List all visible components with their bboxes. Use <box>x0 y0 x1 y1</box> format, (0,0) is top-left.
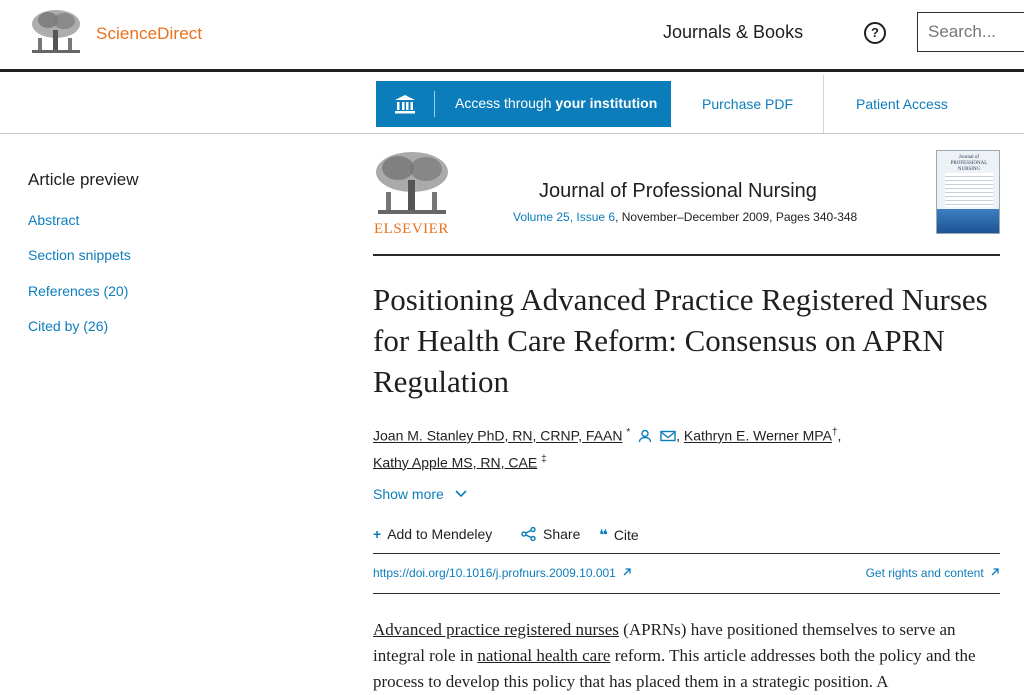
sidebar-item-cited-by[interactable]: Cited by (26) <box>28 318 109 334</box>
abstract-text: Advanced practice registered nurses (APRNs) have positioned themselves to serve an integral role in national health care reform. This article addresses both the policy and the process to develop this policy that has placed them in a strategic position. A <box>373 620 976 691</box>
share-button[interactable]: Share <box>521 526 580 542</box>
help-icon[interactable]: ? <box>864 22 886 44</box>
author-link[interactable]: Kathryn E. Werner MPA <box>683 427 832 444</box>
author-list: Joan M. Stanley PhD, RN, CRNP, FAAN * , Kathryn E. Werner MPA†, Kathy Apple MS, RN, CAE ‡ <box>373 427 842 471</box>
show-more-button[interactable] <box>373 486 468 502</box>
external-link-icon <box>622 567 632 577</box>
publisher-name: ELSEVIER <box>374 221 449 237</box>
sidebar-item-section-snippets[interactable]: Section snippets <box>28 247 131 263</box>
sidebar-item-abstract[interactable]: Abstract <box>28 212 80 228</box>
elsevier-tree-logo-icon[interactable] <box>28 8 84 56</box>
journal-meta: Volume 25, Issue 6, November–December 2009, Pages 340-348 <box>513 210 858 224</box>
divider <box>823 75 824 133</box>
institution-icon <box>394 93 416 115</box>
external-link-icon <box>990 567 1000 577</box>
author-footnote: † <box>831 427 838 438</box>
rights-link[interactable]: Get rights and content <box>866 566 1000 580</box>
cover-content <box>945 173 993 207</box>
patient-access-link[interactable]: Patient Access <box>856 96 948 112</box>
author-link[interactable]: Kathy Apple MS, RN, CAE <box>373 454 538 471</box>
brand-logo[interactable]: ScienceDirect <box>96 24 203 43</box>
article-title: Positioning Advanced Practice Registered Nurses for Health Care Reform: Consensus on APRN Regulation <box>373 282 988 399</box>
cite-button[interactable]: ❝ Cite <box>599 526 639 544</box>
sidebar-item-references[interactable]: References (20) <box>28 283 129 299</box>
site-header <box>0 0 1024 72</box>
journal-title[interactable]: Journal of Professional Nursing <box>539 180 817 202</box>
divider <box>373 254 1000 256</box>
author-footnote: ‡ <box>541 453 547 465</box>
topic-link[interactable]: national health care <box>477 646 611 665</box>
share-icon <box>521 527 537 541</box>
doi-link[interactable]: https://doi.org/10.1016/j.profnurs.2009.10.001 <box>373 566 632 580</box>
divider <box>373 593 1000 594</box>
journal-cover-image[interactable] <box>936 150 1000 234</box>
add-to-mendeley-button[interactable]: + Add to Mendeley <box>373 526 493 542</box>
topic-link[interactable]: Advanced practice registered nurses <box>373 620 619 639</box>
elsevier-logo-icon[interactable] <box>372 150 452 220</box>
person-icon[interactable] <box>638 429 652 443</box>
journals-books-link[interactable]: Journals & Books <box>663 22 804 42</box>
cover-title: Journal of PROFESSIONAL NURSING <box>950 155 988 172</box>
divider <box>373 553 1000 554</box>
cover-band <box>937 209 1000 234</box>
access-label: Access through your institution <box>455 95 658 111</box>
button-divider <box>434 91 435 117</box>
volume-issue-link[interactable]: Volume 25, Issue 6 <box>513 210 616 224</box>
plus-icon: + <box>373 526 382 542</box>
access-bar <box>0 75 1024 134</box>
author-footnote: * <box>626 427 631 438</box>
envelope-icon[interactable] <box>660 429 676 443</box>
sidebar-title: Article preview <box>28 170 139 189</box>
show-more-label: Show more <box>373 486 444 502</box>
quote-icon: ❝ <box>599 526 608 544</box>
chevron-down-icon <box>454 489 468 499</box>
purchase-pdf-link[interactable]: Purchase PDF <box>702 96 794 112</box>
author-link[interactable]: Joan M. Stanley PhD, RN, CRNP, FAAN <box>373 427 623 444</box>
search-input[interactable] <box>917 12 1024 52</box>
access-institution-button[interactable] <box>376 81 671 127</box>
